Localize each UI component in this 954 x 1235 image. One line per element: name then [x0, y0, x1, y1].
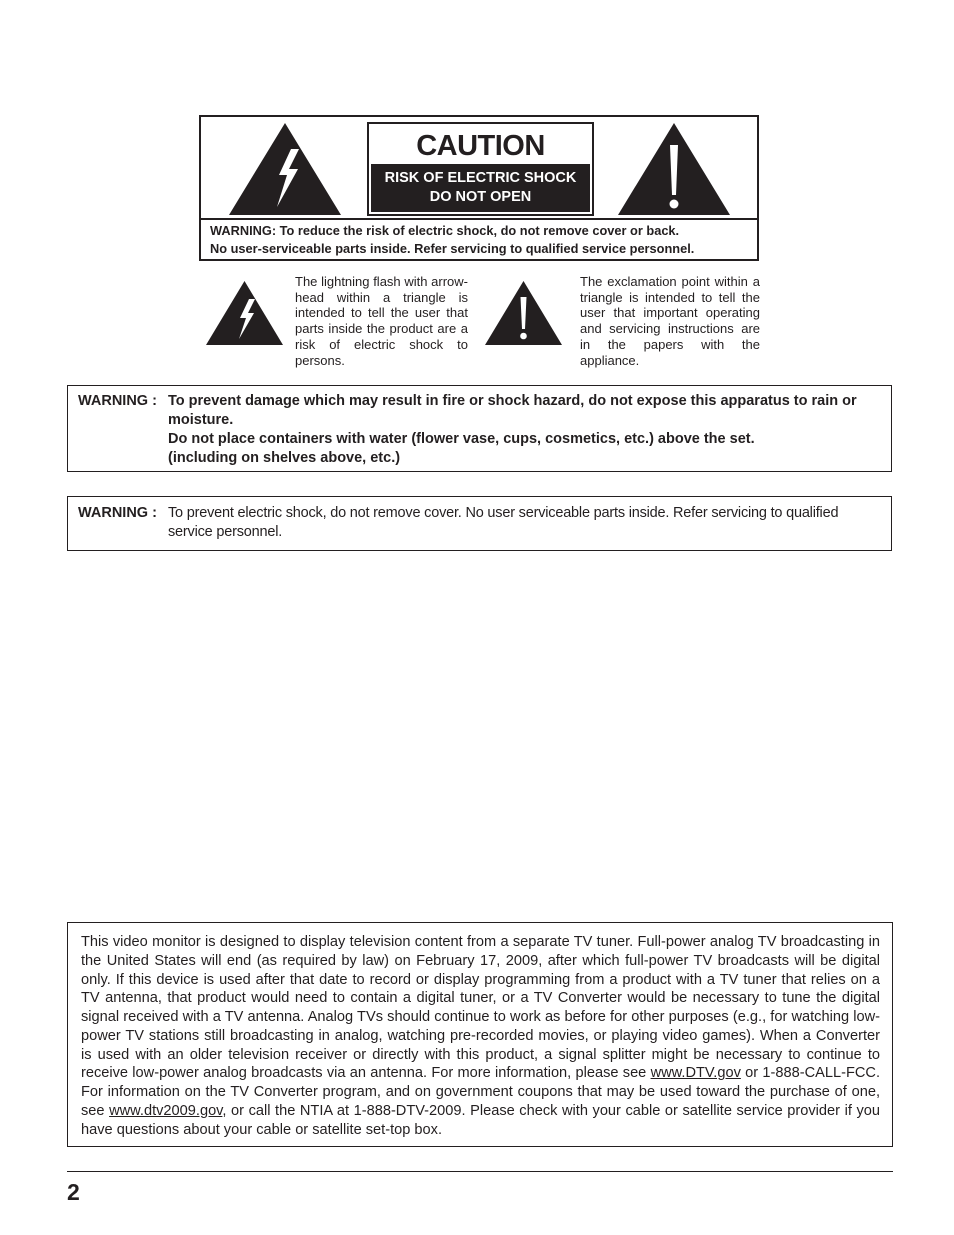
dtv2009-gov-link[interactable]: www.dtv2009.gov — [109, 1102, 223, 1119]
warning-moisture-text — [168, 392, 886, 468]
dtv-notice-part-3: , or call the NTIA at 1-888-DTV-2009. Please check with your cable or satellite service provider if you have questions about your cable or satellite set-top box. — [81, 1102, 880, 1138]
dtv-notice-part-1: This video monitor is designed to display television content from a separate TV tuner. Full-power analog TV broadcasting in the United States will end (as required by law) on February 17, 2009, after which full-power TV broadcasts will be digital only. If this device is used after that date to record or display programming from a product with a TV tuner that relies on a TV antenna, that product would need to contain a digital tuner, or a TV Converter would be necessary to tune the digital signal received with a TV antenna. Analog TVs should continue to work as before for other purposes (e.g., for watching low-power TV stations still broadcasting in analog, watching pre-recorded movies, or playing video games). When a Converter is used with an older television receiver or directly with this product, a signal splitter might be necessary to continue to receive low-power analog broadcasts via an antenna. For more information, please see — [81, 934, 880, 1082]
dtv-notice-part-2: or 1-888-CALL-FCC. For information on the TV Converter program, and on government coupons that may be used toward the purchase of one, see — [81, 1065, 880, 1119]
warning-label: WARNING : — [78, 393, 157, 409]
caution-warning-line-1: WARNING: To reduce the risk of electric shock, do not remove cover or back. — [210, 223, 680, 238]
caution-label — [199, 115, 759, 261]
caution-line-1: RISK OF ELECTRIC SHOCK — [384, 170, 577, 186]
warning-moisture-box — [67, 385, 892, 472]
caution-band — [371, 164, 590, 212]
dtv-notice-text — [81, 933, 880, 1139]
warning-label: WARNING : — [78, 505, 157, 521]
caution-line-2: DO NOT OPEN — [429, 189, 532, 205]
dtv-notice-box — [67, 922, 893, 1147]
caution-title: CAUTION — [416, 130, 545, 162]
warning-shock-box — [67, 496, 892, 551]
lightning-triangle-icon — [206, 281, 283, 345]
page-number: 2 — [67, 1179, 80, 1205]
footer-rule — [67, 1171, 893, 1172]
exclamation-explanation: The exclamation point within a triangle is intended to tell the user that important operating and servicing instructions are in the papers with the appliance. — [580, 274, 760, 368]
exclamation-triangle-icon — [618, 123, 730, 215]
caution-panel — [367, 122, 594, 216]
exclamation-triangle-icon — [485, 281, 562, 345]
lightning-triangle-icon — [229, 123, 341, 215]
caution-divider — [201, 218, 757, 220]
caution-warning — [210, 222, 750, 257]
lightning-explanation: The lightning flash with arrow-head within a triangle is intended to tell the user that parts inside the product are a risk of electric shock to persons. — [295, 274, 468, 368]
caution-warning-line-2: No user-serviceable parts inside. Refer servicing to qualified service personnel. — [210, 240, 695, 256]
warning-moisture-line-1: To prevent damage which may result in fire or shock hazard, do not expose this apparatus to rain or moisture. — [168, 393, 857, 428]
warning-shock-text: To prevent electric shock, do not remove cover. No user serviceable parts inside. Refer servicing to qualified service personnel. — [168, 505, 839, 540]
warning-moisture-line-2: Do not place containers with water (flower vase, cups, cosmetics, etc.) above the set. — [168, 431, 755, 447]
warning-moisture-line-3: (including on shelves above, etc.) — [168, 450, 401, 466]
dtv-gov-link[interactable]: www.DTV.gov — [650, 1065, 741, 1082]
